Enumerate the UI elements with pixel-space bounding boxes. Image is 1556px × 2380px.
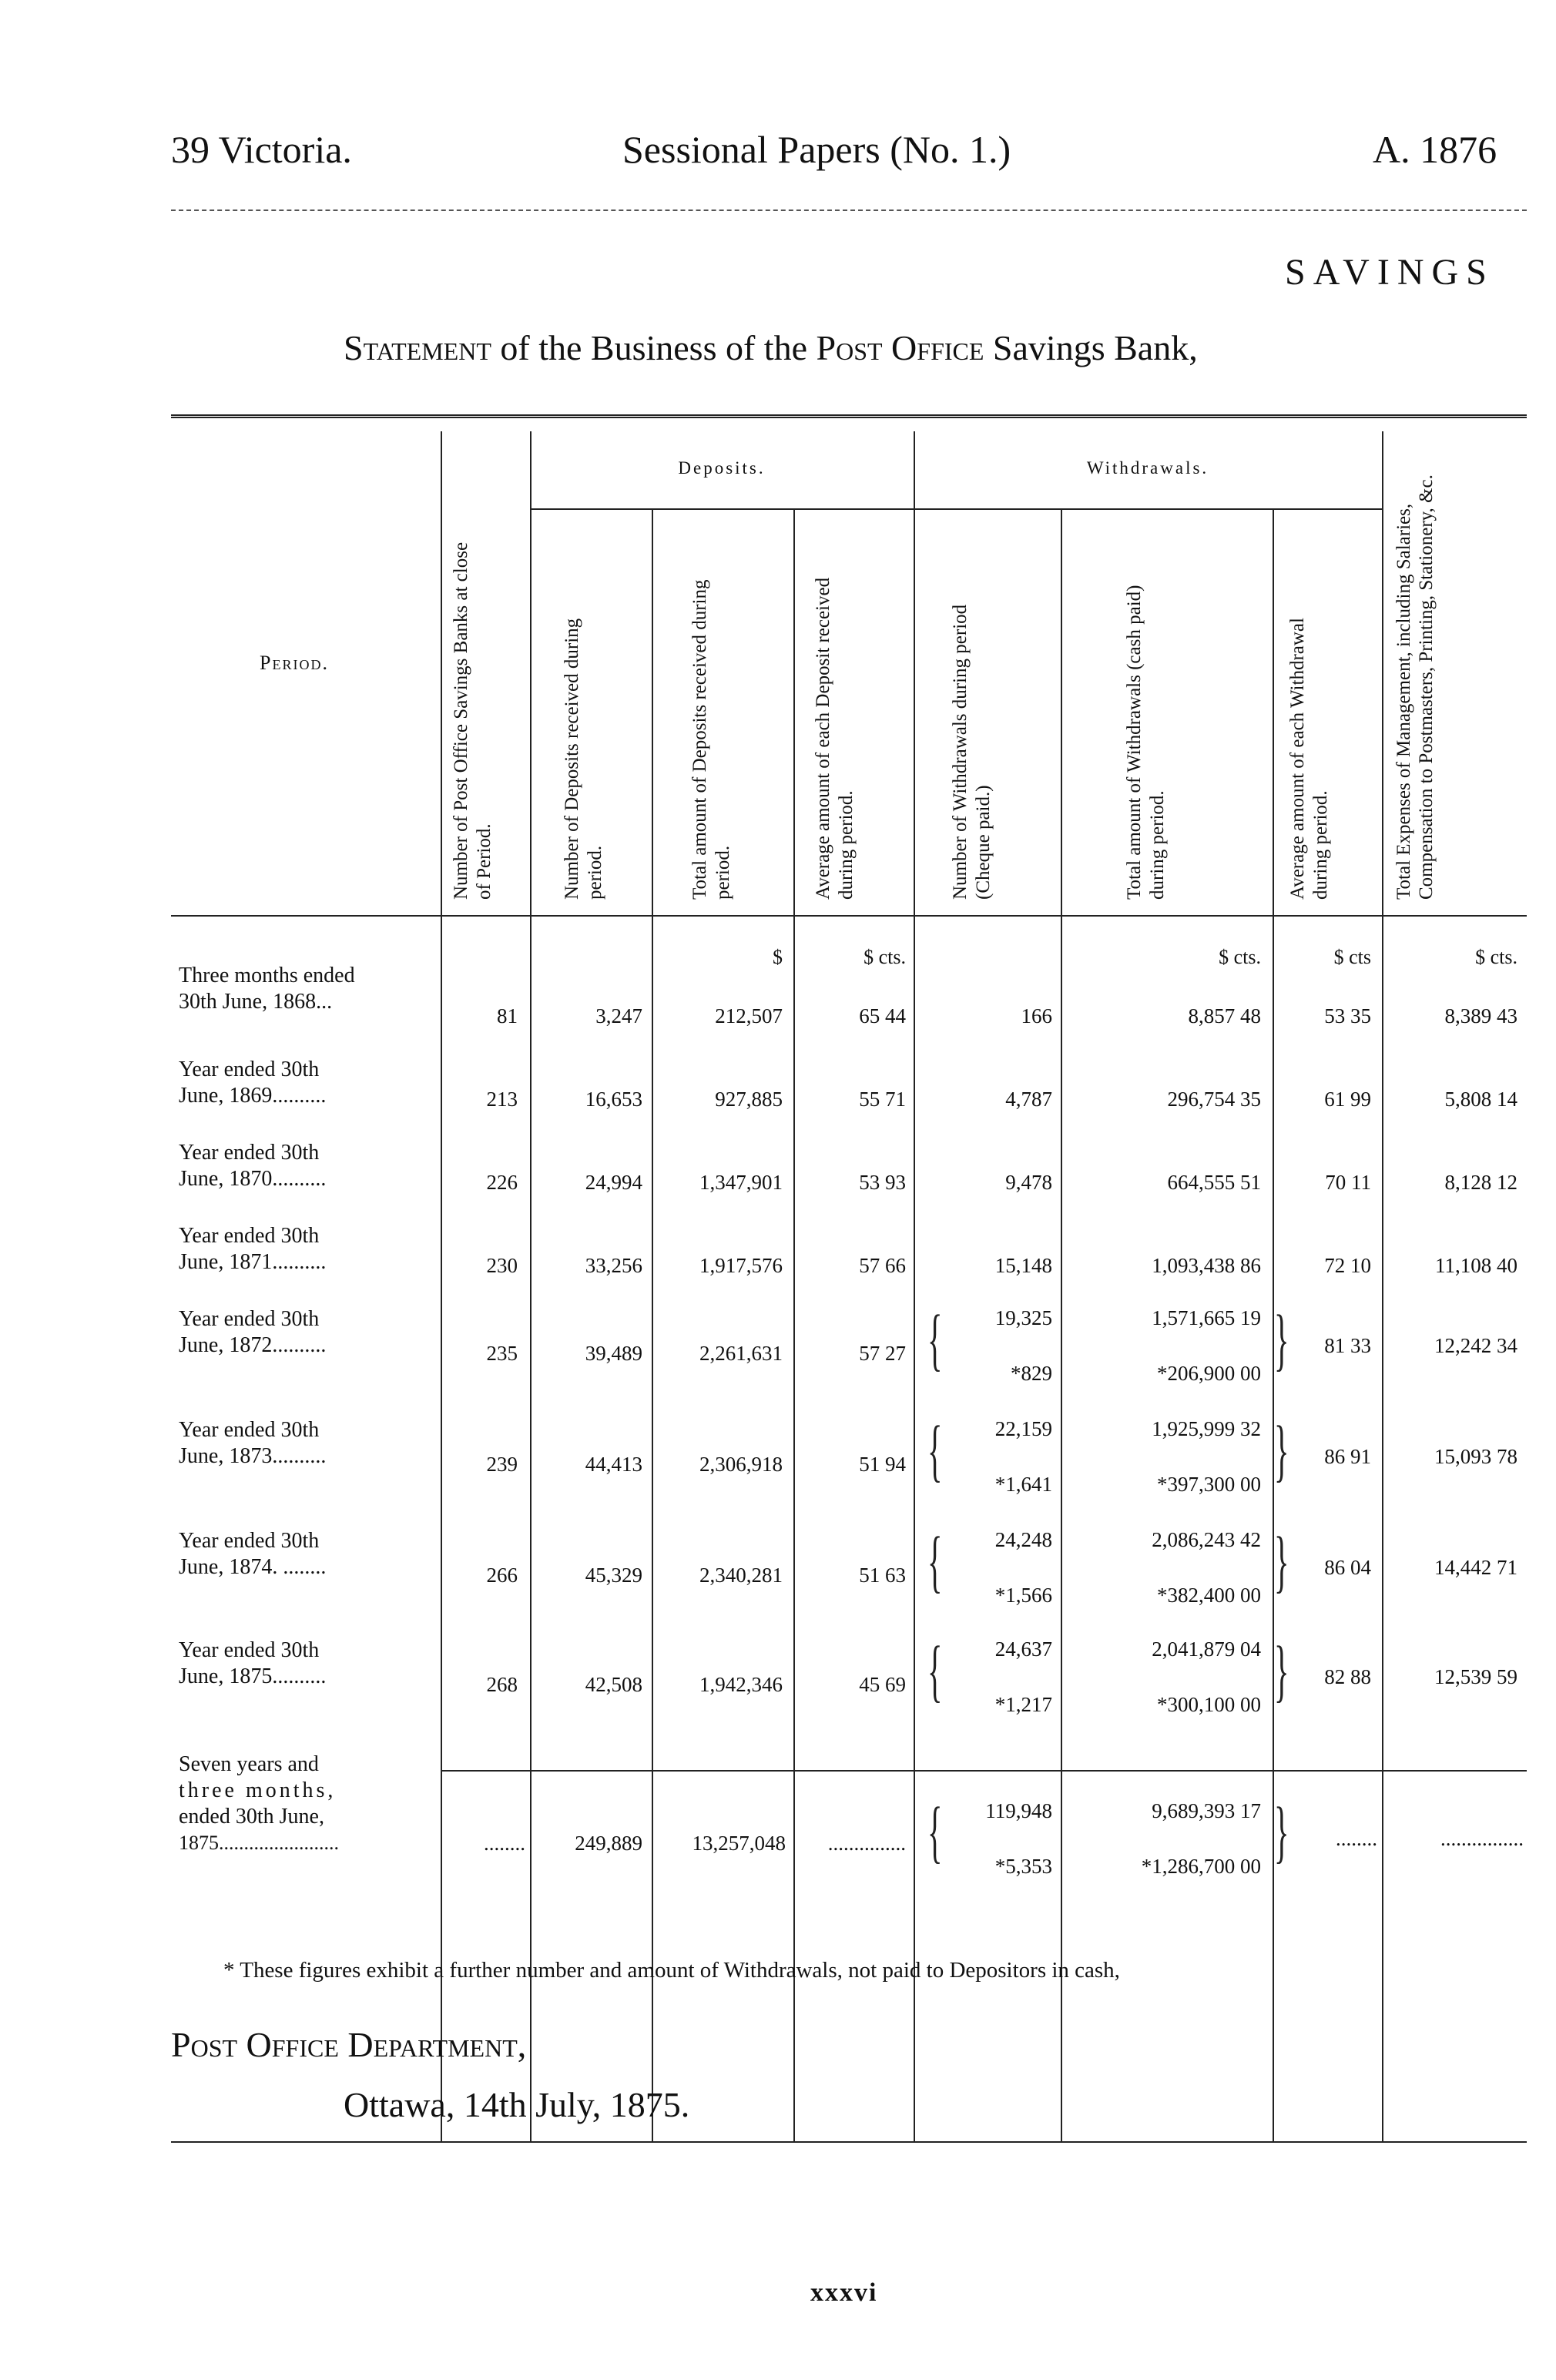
cell-banks: 226 (486, 1171, 518, 1194)
cell-wd-num: 24,637 (994, 1638, 1052, 1661)
cell-wd-avg: 86 04 (1324, 1556, 1371, 1579)
row-period-line: Year ended 30th (179, 1224, 320, 1248)
cell-wd-total: 9,689,393 17 (1152, 1799, 1261, 1822)
cell-wd-avg: 53 35 (1324, 1004, 1371, 1027)
cell-wd-total: 2,041,879 04 (1152, 1638, 1261, 1661)
brace-right-icon: } (1274, 1524, 1289, 1600)
cell-wd-total-noncash: *397,300 00 (1157, 1473, 1261, 1496)
brace-left-icon: { (927, 1413, 943, 1489)
signature-place-date: Ottawa, 14th July, 1875. (344, 2085, 690, 2124)
col-header-deposits-average: Average amount of each Deposit received during period. (813, 577, 857, 900)
cell-banks: 235 (486, 1342, 518, 1365)
cell-wd-num: 19,325 (994, 1306, 1052, 1329)
cell-wd-num-noncash: *1,566 (994, 1584, 1052, 1607)
row-period-line: June, 1869.......... (179, 1084, 327, 1108)
cell-wd-total-noncash: *1,286,700 00 (1141, 1855, 1261, 1878)
statement-prefix: Statement (344, 328, 491, 367)
cell-dep-total: 2,261,631 (699, 1342, 783, 1365)
brace-right-icon: } (1274, 1413, 1289, 1489)
brace-left-icon: { (927, 1633, 943, 1709)
cell-wd-total: 664,555 51 (1167, 1171, 1261, 1194)
withdrawals-group-header: Withdrawals. (1086, 458, 1209, 478)
cell-expenses: ................ (1440, 1827, 1524, 1850)
statement-title (344, 327, 1198, 368)
cell-dep-avg: 53 93 (859, 1171, 906, 1194)
cell-dep-num: 39,489 (585, 1342, 642, 1365)
cell-wd-num: 24,248 (994, 1528, 1052, 1551)
brace-right-icon: } (1274, 1302, 1289, 1378)
cell-dep-num: 33,256 (585, 1254, 642, 1277)
cell-wd-total: 296,754 35 (1167, 1088, 1261, 1111)
statement-text2: Savings Bank, (992, 328, 1198, 367)
cell-dep-avg: 45 69 (859, 1673, 906, 1696)
col-header-deposits-total: Total amount of Deposits received during period. (689, 579, 733, 900)
cell-dep-total: 1,347,901 (699, 1171, 783, 1194)
cell-banks: 213 (486, 1088, 518, 1111)
col-header-withdrawals-average: Average amount of each Withdrawal during period. (1287, 618, 1331, 900)
row-period-line: three months, (179, 1778, 337, 1802)
row-period-line: 1875........................ (179, 1832, 339, 1854)
cell-dep-total: 212,507 (715, 1004, 783, 1027)
cell-expenses: 15,093 78 (1434, 1445, 1517, 1468)
cell-dep-avg: 51 63 (859, 1564, 906, 1587)
cell-dep-num: 42,508 (585, 1673, 642, 1696)
col-header-withdrawals-total: Total amount of Withdrawals (cash paid) during period. (1124, 585, 1168, 900)
cell-dep-avg: 65 44 (859, 1004, 906, 1027)
brace-right-icon: } (1274, 1633, 1289, 1709)
row-period-line: 30th June, 1868... (179, 990, 333, 1014)
cell-wd-total: 8,857 48 (1188, 1004, 1261, 1027)
cell-wd-num: 22,159 (994, 1417, 1052, 1440)
cell-wd-num-noncash: *1,217 (994, 1693, 1052, 1716)
cell-dep-num: 24,994 (585, 1171, 642, 1194)
page-number: xxxvi (810, 2278, 878, 2307)
row-period-line: Year ended 30th (179, 1638, 320, 1662)
cell-dep-total: 2,306,918 (699, 1453, 783, 1476)
table-top-rule (171, 414, 1527, 418)
cell-wd-total: 1,093,438 86 (1152, 1254, 1261, 1277)
row-period-line: Year ended 30th (179, 1529, 320, 1553)
unit-deposits-avg: $ cts. (864, 946, 906, 968)
cell-dep-avg: 51 94 (859, 1453, 906, 1476)
cell-wd-total-noncash: *382,400 00 (1157, 1584, 1261, 1607)
cell-wd-num: 4,787 (1005, 1088, 1052, 1111)
cell-banks: 81 (497, 1004, 518, 1027)
cell-wd-total-noncash: *206,900 00 (1157, 1362, 1261, 1385)
deposits-group-header: Deposits. (678, 458, 766, 478)
row-period-line: Three months ended (179, 964, 355, 987)
cell-banks: 230 (486, 1254, 518, 1277)
cell-wd-num-noncash: *5,353 (994, 1855, 1052, 1878)
banner-title: SAVINGS (1285, 252, 1494, 293)
cell-wd-avg: 70 11 (1325, 1171, 1371, 1194)
cell-dep-avg: 55 71 (859, 1088, 906, 1111)
unit-deposits-total: $ (773, 946, 783, 968)
cell-expenses: 11,108 40 (1435, 1254, 1517, 1277)
row-period-line: June, 1875.......... (179, 1664, 327, 1688)
unit-expenses: $ cts. (1475, 946, 1517, 968)
cell-banks: 239 (486, 1453, 518, 1476)
col-header-withdrawals-number: Number of Withdrawals during period (Cheque paid.) (950, 604, 994, 900)
cell-wd-total-noncash: *300,100 00 (1157, 1693, 1261, 1716)
signature-department: Post Office Department, (171, 2025, 527, 2064)
cell-wd-avg: 86 91 (1324, 1445, 1371, 1468)
row-period-line: Seven years and (179, 1752, 319, 1776)
row-period-line: Year ended 30th (179, 1418, 320, 1442)
row-period-line: June, 1873.......... (179, 1444, 327, 1468)
cell-wd-total: 1,571,665 19 (1152, 1306, 1261, 1329)
cell-dep-num: 44,413 (585, 1453, 642, 1476)
footnote: * These figures exhibit a further number and amount of Withdrawals, not paid to Depositors in cash, (223, 1958, 1120, 1983)
cell-dep-avg: 57 66 (859, 1254, 906, 1277)
cell-dep-avg: 57 27 (859, 1342, 906, 1365)
cell-wd-num: 15,148 (994, 1254, 1052, 1277)
cell-dep-total: 927,885 (715, 1088, 783, 1111)
row-period-line: Year ended 30th (179, 1058, 320, 1081)
cell-dep-num: 249,889 (575, 1832, 642, 1855)
cell-banks: ........ (484, 1832, 525, 1855)
cell-banks: 268 (486, 1673, 518, 1696)
cell-wd-total: 1,925,999 32 (1152, 1417, 1261, 1440)
brace-left-icon: { (927, 1302, 943, 1378)
cell-dep-num: 16,653 (585, 1088, 642, 1111)
row-period-line: June, 1874. ........ (179, 1555, 327, 1579)
row-period-line: ended 30th June, (179, 1805, 324, 1829)
header-rule (171, 210, 1527, 211)
brace-left-icon: { (927, 1794, 943, 1870)
unit-withdrawals-total: $ cts. (1219, 946, 1261, 968)
cell-dep-num: 45,329 (585, 1564, 642, 1587)
cell-wd-num-noncash: *829 (1011, 1362, 1052, 1385)
cell-banks: 266 (486, 1564, 518, 1587)
cell-wd-avg: ........ (1336, 1827, 1377, 1850)
row-period-line: June, 1870.......... (179, 1167, 327, 1191)
col-header-banks: Number of Post Office Savings Banks at close of Period. (451, 541, 495, 900)
cell-wd-avg: 81 33 (1324, 1334, 1371, 1357)
row-period-line: June, 1872.......... (179, 1333, 327, 1357)
statement-post-office: Post Office (816, 328, 984, 367)
cell-wd-num: 9,478 (1005, 1171, 1052, 1194)
cell-wd-total: 2,086,243 42 (1152, 1528, 1261, 1551)
cell-wd-num: 119,948 (985, 1799, 1052, 1822)
cell-wd-avg: 61 99 (1324, 1088, 1371, 1111)
col-header-expenses: Total Expenses of Management, including Salaries, Compensation to Postmasters, Printing, Stationery, &c. (1393, 474, 1437, 900)
cell-wd-num: 166 (1021, 1004, 1052, 1027)
cell-expenses: 8,128 12 (1444, 1171, 1517, 1194)
cell-dep-num: 3,247 (595, 1004, 642, 1027)
statement-text1: of the Business of the (500, 328, 808, 367)
cell-dep-total: 2,340,281 (699, 1564, 783, 1587)
unit-withdrawals-avg: $ cts (1333, 946, 1371, 968)
header-right: A. 1876 (1373, 128, 1497, 171)
row-period-line: June, 1871.......... (179, 1250, 327, 1274)
cell-dep-total: 1,917,576 (699, 1254, 783, 1277)
cell-dep-total: 13,257,048 (692, 1832, 786, 1855)
cell-expenses: 14,442 71 (1434, 1556, 1517, 1579)
header-left: 39 Victoria. (171, 128, 352, 171)
cell-wd-avg: 72 10 (1324, 1254, 1371, 1277)
col-header-deposits-number: Number of Deposits received during period. (562, 618, 605, 900)
cell-wd-avg: 82 88 (1324, 1665, 1371, 1688)
cell-expenses: 5,808 14 (1444, 1088, 1517, 1111)
brace-left-icon: { (927, 1524, 943, 1600)
cell-wd-num-noncash: *1,641 (994, 1473, 1052, 1496)
cell-expenses: 8,389 43 (1444, 1004, 1517, 1027)
period-header: Period. (260, 652, 329, 674)
row-period-line: Year ended 30th (179, 1307, 320, 1331)
cell-dep-total: 1,942,346 (699, 1673, 783, 1696)
header-center: Sessional Papers (No. 1.) (622, 128, 1011, 171)
brace-right-icon: } (1274, 1794, 1289, 1870)
cell-expenses: 12,242 34 (1434, 1334, 1517, 1357)
cell-dep-avg: ............... (827, 1832, 906, 1855)
row-period-line: Year ended 30th (179, 1141, 320, 1165)
cell-expenses: 12,539 59 (1434, 1665, 1517, 1688)
